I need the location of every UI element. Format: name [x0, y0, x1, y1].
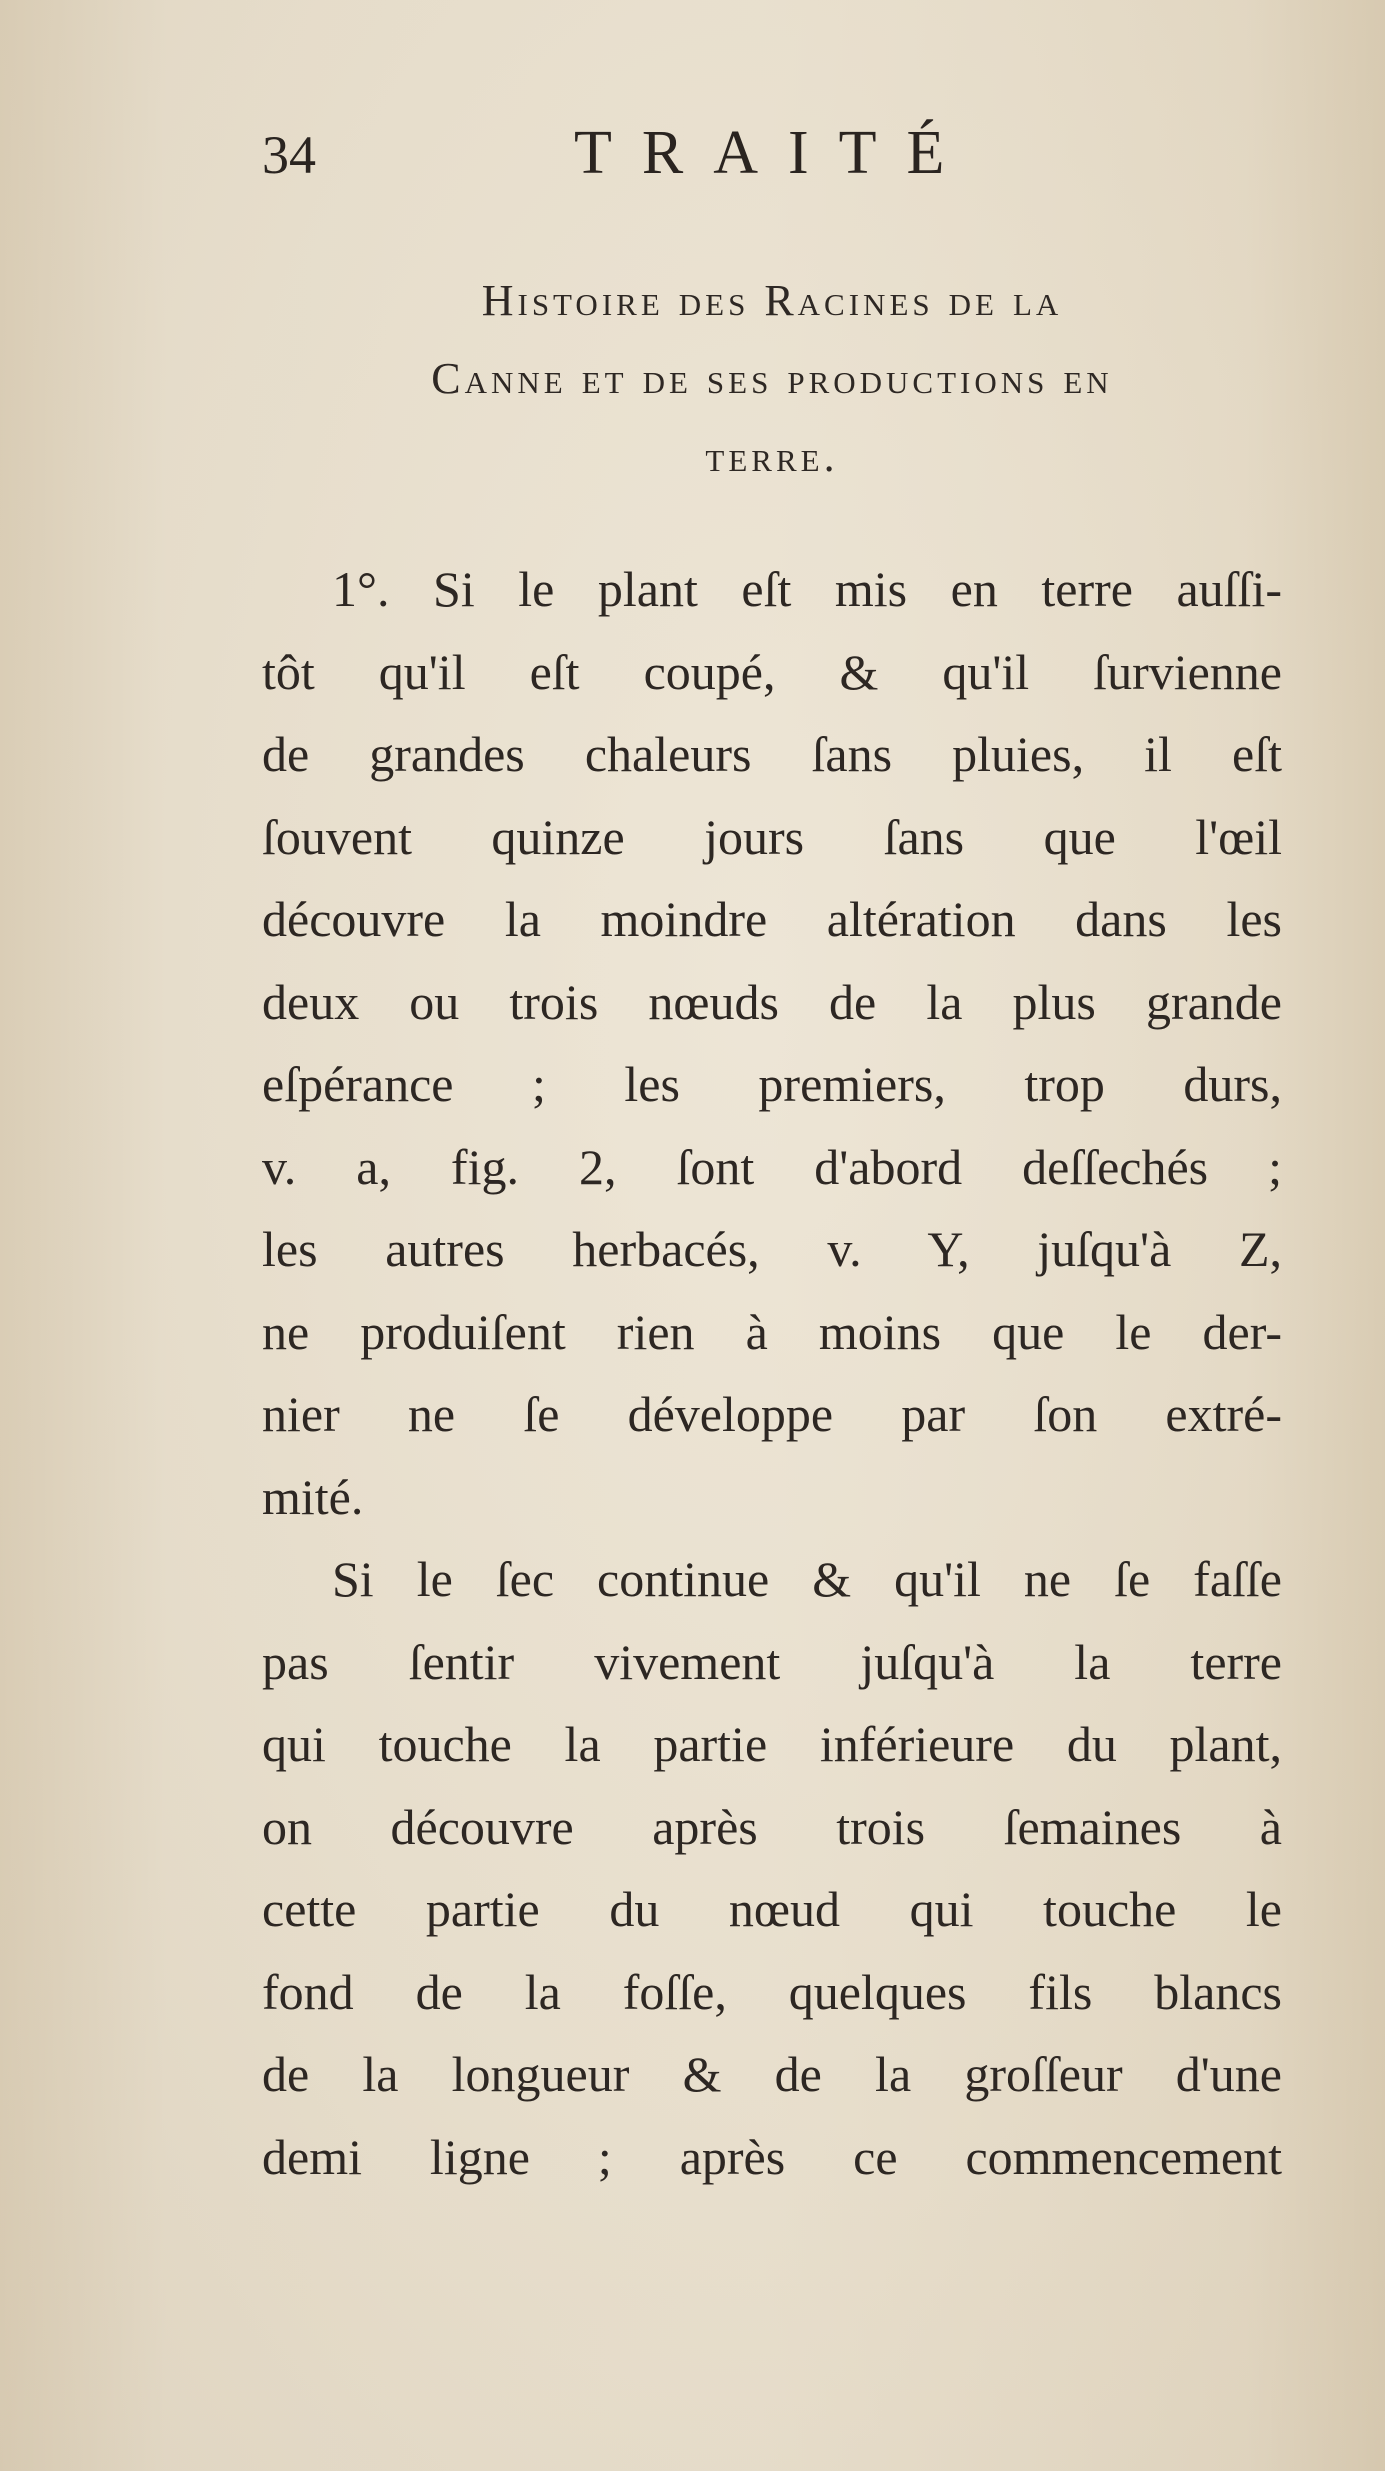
text-line: v. a, fig. 2, ſont d'abord deſſechés ;: [262, 1138, 1282, 1195]
section-title-line: Histoire des Racines de la: [481, 276, 1063, 325]
page-header: [262, 118, 982, 198]
text-line: de la longueur & de la groſſeur d'une: [262, 2046, 1282, 2102]
text-line: pas ſentir vivement juſqu'à la terre: [262, 1633, 1282, 1690]
text-line: on découvre après trois ſemaines à: [262, 1798, 1282, 1855]
text-line: tôt qu'il eſt coupé, & qu'il ſurvienne: [262, 643, 1282, 700]
text-line: nier ne ſe développe par ſon extré-: [262, 1386, 1282, 1442]
text-line: ne produiſent rien à moins que le der-: [262, 1303, 1282, 1360]
text-line: 1°. Si le plant eſt mis en terre auſſi-: [332, 561, 1282, 617]
text-line: de grandes chaleurs ſans pluies, il eſt: [262, 726, 1282, 782]
text-line: découvre la moindre altération dans les: [262, 891, 1282, 947]
running-head: TRAITÉ: [574, 119, 975, 187]
section-title: [262, 262, 1282, 496]
text-line: les autres herbacés, v. Y, juſqu'à Z,: [262, 1221, 1282, 1277]
body-text: [262, 548, 1282, 2198]
text-line: qui touche la partie inférieure du plant,: [262, 1716, 1282, 1772]
text-line: mité.: [262, 1468, 364, 1525]
text-line: ſouvent quinze jours ſans que l'œil: [262, 808, 1282, 865]
section-title-line: terre.: [705, 432, 839, 481]
text-line: fond de la foſſe, quelques fils blancs: [262, 1963, 1282, 2020]
text-line: Si le ſec continue & qu'il ne ſe faſſe: [332, 1551, 1282, 1607]
text-line: eſpérance ; les premiers, trop durs,: [262, 1056, 1282, 1112]
text-line: cette partie du nœud qui touche le: [262, 1881, 1282, 1937]
text-line: demi ligne ; après ce commencement: [262, 2128, 1282, 2185]
text-line: deux ou trois nœuds de la plus grande: [262, 973, 1282, 1030]
section-title-line: Canne et de ses productions en: [431, 354, 1113, 403]
page-number: 34: [262, 125, 316, 185]
